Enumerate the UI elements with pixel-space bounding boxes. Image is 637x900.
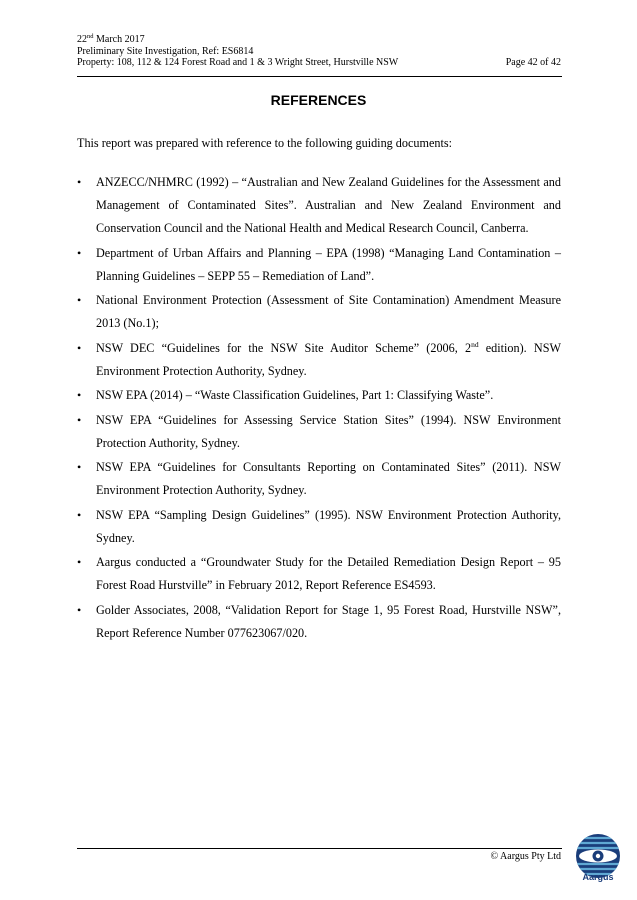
reference-item bbox=[77, 289, 561, 335]
reference-text: NSW EPA (2014) – “Waste Classification Guidelines, Part 1: Classifying Waste”. bbox=[96, 388, 494, 402]
date-day: 22 bbox=[77, 34, 87, 45]
bullet-icon: • bbox=[77, 340, 82, 355]
bullet-icon: • bbox=[77, 245, 82, 260]
footer-divider bbox=[77, 848, 562, 849]
report-date bbox=[77, 34, 561, 46]
reference-item bbox=[77, 337, 561, 383]
page-header bbox=[77, 34, 561, 69]
reference-item bbox=[77, 171, 561, 240]
intro-paragraph: This report was prepared with reference to the following guiding documents: bbox=[77, 136, 452, 150]
reference-text: NSW EPA “Guidelines for Assessing Service Station Sites” (1994). NSW Environment Protection Authority, Sydney. bbox=[96, 412, 561, 450]
bullet-icon: • bbox=[77, 507, 82, 522]
reference-text: NSW DEC “Guidelines for the NSW Site Auditor Scheme” (2006, 2 bbox=[96, 340, 472, 355]
page-title: REFERENCES bbox=[270, 92, 367, 108]
reference-text: Golder Associates, 2008, “Validation Report for Stage 1, 95 Forest Road, Hurstville NSW”, Report Reference Number 077623067/020. bbox=[96, 602, 561, 640]
reference-text: NSW EPA “Guidelines for Consultants Reporting on Contaminated Sites” (2011). NSW Environment Protection Authority, Sydney. bbox=[96, 460, 561, 497]
investigation-ref: Preliminary Site Investigation, Ref: ES6814 bbox=[77, 45, 254, 57]
page-number: Page 42 of 42 bbox=[505, 57, 561, 68]
bullet-icon: • bbox=[77, 602, 82, 617]
property-address: Property: 108, 112 & 124 Forest Road and 1 & 3 Wright Street, Hurstville NSW bbox=[77, 57, 399, 68]
reference-text-continued: edition). NSW Environment Protection Authority, Sydney. bbox=[96, 340, 561, 378]
bullet-icon: • bbox=[77, 412, 82, 427]
header-divider bbox=[77, 76, 562, 77]
reference-text: Aargus conducted a “Groundwater Study for the Detailed Remediation Design Report – 95 Forest Road Hurstville” in February 2012, Report Reference ES4593. bbox=[96, 555, 561, 592]
copyright-notice: © Aargus Pty Ltd bbox=[490, 851, 561, 862]
date-rest: March 2017 bbox=[93, 34, 145, 45]
reference-item bbox=[77, 504, 561, 550]
bullet-icon: • bbox=[77, 388, 82, 402]
reference-item bbox=[77, 456, 561, 502]
reference-item bbox=[77, 242, 561, 288]
reference-item bbox=[77, 599, 561, 645]
logo-wordmark: Aargus bbox=[582, 872, 614, 882]
reference-text: ANZECC/NHMRC (1992) – “Australian and New Zealand Guidelines for the Assessment and Management of Contaminated Sites”. Australian and New Zealand Environment and Conservation Council and the National Health and Medical Research Council, Canberra. bbox=[96, 175, 561, 235]
reference-list bbox=[77, 171, 561, 646]
reference-text: NSW EPA “Sampling Design Guidelines” (1995). NSW Environment Protection Authority, Sydney. bbox=[96, 507, 561, 545]
reference-item bbox=[77, 384, 561, 407]
bullet-icon: • bbox=[77, 293, 82, 307]
reference-item bbox=[77, 409, 561, 455]
reference-text: National Environment Protection (Assessment of Site Contamination) Amendment Measure 2013 (No.1); bbox=[96, 293, 561, 330]
date-suffix: nd bbox=[87, 33, 94, 40]
reference-item bbox=[77, 551, 561, 597]
bullet-icon: • bbox=[77, 460, 82, 474]
bullet-icon: • bbox=[77, 555, 82, 569]
edition-suffix: nd bbox=[471, 339, 479, 349]
reference-text: Department of Urban Affairs and Planning – EPA (1998) “Managing Land Contamination – Planning Guidelines – SEPP 55 – Remediation of Land”. bbox=[96, 245, 561, 283]
bullet-icon: • bbox=[77, 175, 82, 189]
